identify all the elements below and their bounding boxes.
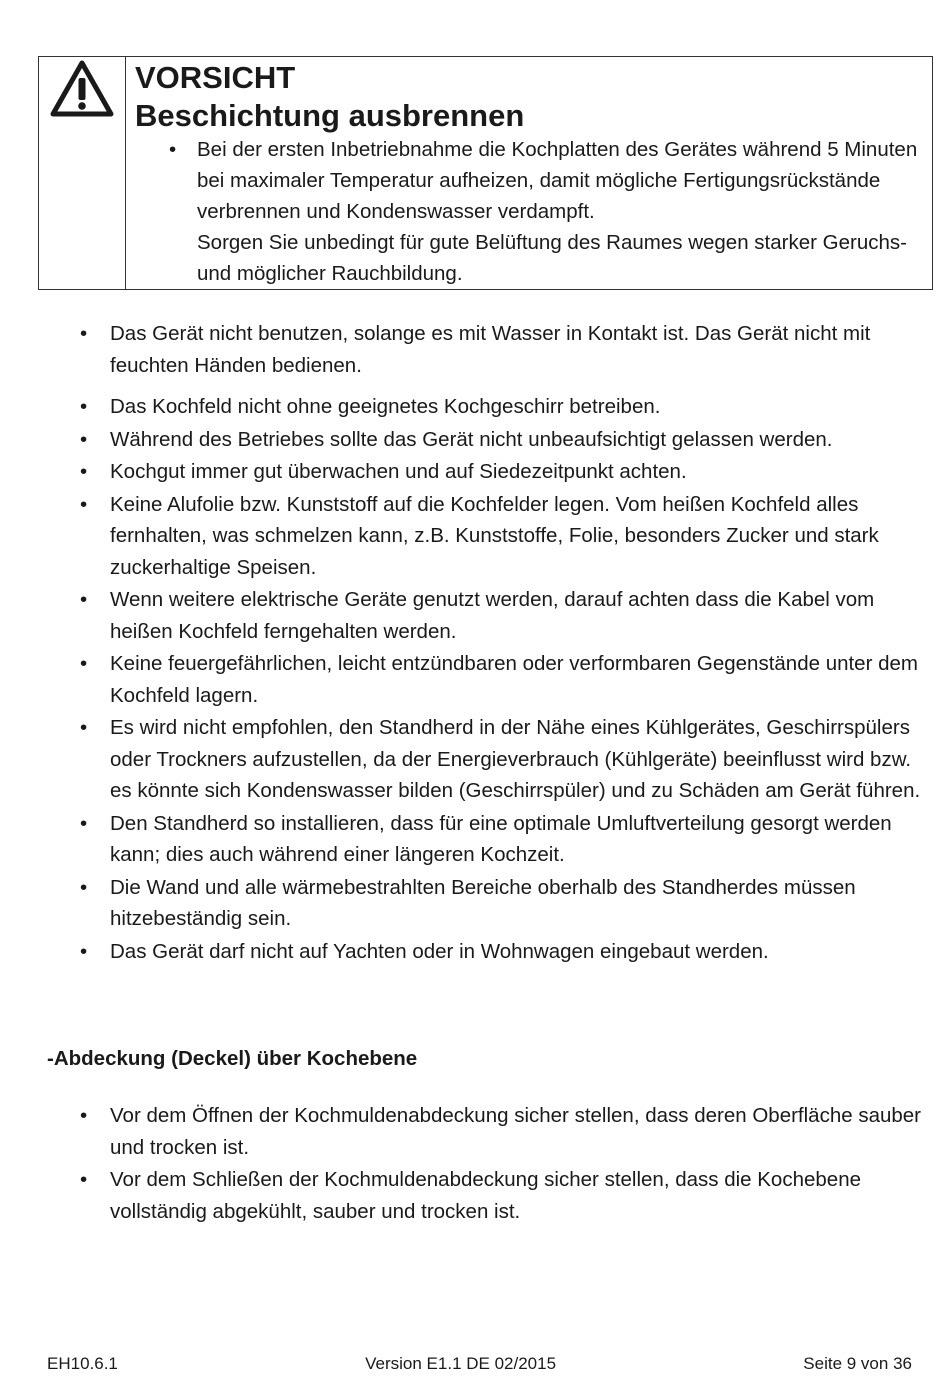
list-item: • Während des Betriebes sollte das Gerät nicht unbeaufsichtigt gelassen werden.: [0, 424, 950, 456]
footer-version: Version E1.1 DE 02/2015: [365, 1354, 557, 1373]
list-item: • Vor dem Schließen der Kochmuldenabdeckung sicher stellen, dass die Kochebene vollständig abgekühlt, sauber und trocken ist.: [0, 1164, 950, 1227]
page-footer: [47, 1353, 912, 1375]
safety-list: [0, 318, 950, 968]
caution-label: VORSICHT: [135, 60, 296, 95]
list-item: • Kochgut immer gut überwachen und auf Siedezeitpunkt achten.: [0, 456, 950, 488]
list-item: • Den Standherd so installieren, dass für eine optimale Umluftverteilung gesorgt werden kann; dies auch während einer längeren Kochzeit.: [0, 808, 950, 871]
caution-box: [38, 56, 933, 290]
list-item: • Wenn weitere elektrische Geräte genutzt werden, darauf achten dass die Kabel vom heißen Kochfeld ferngehalten werden.: [0, 584, 950, 647]
footer-page-number: Seite 9 von 36: [803, 1354, 912, 1373]
caution-title: Beschichtung ausbrennen: [135, 98, 525, 133]
caution-list: [135, 134, 932, 289]
list-item: • Keine feuergefährlichen, leicht entzündbaren oder verformbaren Gegenstände unter dem Kochfeld lagern.: [0, 648, 950, 711]
caution-item: [135, 134, 932, 289]
list-item: • Vor dem Öffnen der Kochmuldenabdeckung sicher stellen, dass deren Oberfläche sauber und trocken ist.: [0, 1100, 950, 1163]
caution-note: Sorgen Sie unbedingt für gute Belüftung des Raumes wegen starker Geruchs- und möglicher Rauchbildung.: [197, 231, 907, 285]
list-item: • Es wird nicht empfohlen, den Standherd in der Nähe eines Kühlgerätes, Geschirrspülers oder Trockners aufzustellen, da der Energieverbrauch (Kühlgeräte) beeinflusst wird bzw. es könnte sich Kondenswasser bilden (Geschirrspüler) und zu Schäden am Gerät führen.: [0, 712, 950, 807]
cover-list: [0, 1100, 950, 1228]
warning-triangle-icon: [49, 59, 115, 119]
caution-item-text: Bei der ersten Inbetriebnahme die Kochplatten des Gerätes während 5 Minuten bei maximaler Temperatur aufheizen, damit mögliche Fertigungsrückstände verbrennen und Kondenswasser verdampft.: [197, 138, 918, 223]
caution-content: [126, 57, 932, 289]
list-item: • Das Gerät nicht benutzen, solange es mit Wasser in Kontakt ist. Das Gerät nicht mit feuchten Händen bedienen.: [0, 318, 950, 381]
list-item: • Die Wand und alle wärmebestrahlten Bereiche oberhalb des Standherdes müssen hitzebeständig sein.: [0, 872, 950, 935]
footer-model: EH10.6.1: [47, 1354, 118, 1373]
list-item: • Keine Alufolie bzw. Kunststoff auf die Kochfelder legen. Vom heißen Kochfeld alles fernhalten, was schmelzen kann, z.B. Kunststoffe, Folie, besonders Zucker und stark zuckerhaltige Speisen.: [0, 489, 950, 584]
section-heading: -Abdeckung (Deckel) über Kochebene: [47, 1047, 418, 1070]
caution-icon-cell: [39, 57, 126, 289]
list-item: • Das Gerät darf nicht auf Yachten oder in Wohnwagen eingebaut werden.: [0, 936, 950, 968]
list-item: • Das Kochfeld nicht ohne geeignetes Kochgeschirr betreiben.: [0, 391, 950, 423]
